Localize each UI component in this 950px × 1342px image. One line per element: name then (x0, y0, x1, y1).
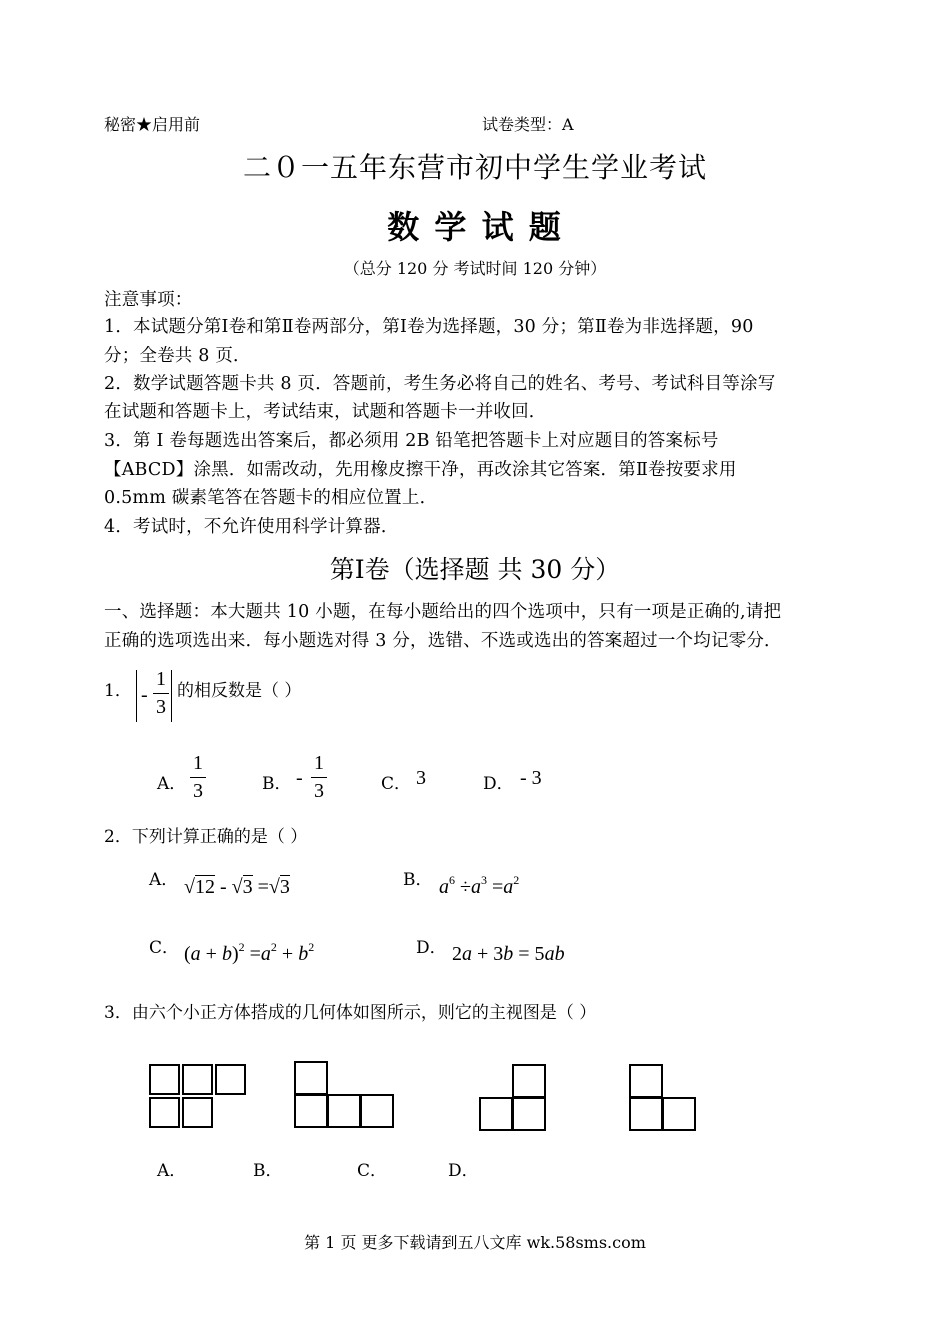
variable: b (298, 943, 309, 965)
variable: a (260, 943, 271, 965)
coefficient: 2 (452, 943, 462, 965)
exponent: 6 (449, 873, 455, 887)
cube-square (149, 1097, 180, 1128)
paper-type: 试卷类型：A (482, 115, 574, 134)
notice-line: 【ABCD】涂黑．如需改动，先用橡皮擦干净，再改涂其它答案．第Ⅱ卷按要求用 (104, 460, 737, 480)
section-intro: 正确的选项选出来．每小题选对得 3 分，选错、不选或选出的答案超过一个均记零分． (104, 631, 782, 651)
base: a (503, 876, 514, 898)
q3-label-a: A． (157, 1161, 187, 1181)
cube-square (294, 1061, 328, 1095)
secret-label: 秘密★启用前 (104, 115, 201, 134)
q1-option-c-value: 3 (416, 767, 426, 789)
q2-option-c-expression (184, 940, 315, 966)
denominator: 3 (193, 780, 203, 802)
cube-square (512, 1064, 546, 1098)
q2-option-b-expression (439, 873, 520, 899)
abs-bar-left (136, 670, 137, 722)
notice-line: 在试题和答题卡上，考试结束，试题和答题卡一并收回． (104, 402, 547, 422)
q1-option-a-label: A． (157, 774, 187, 794)
notice-line: 4．考试时，不允许使用科学计算器． (104, 517, 399, 537)
operator: = (257, 876, 269, 898)
operator: + (281, 943, 294, 965)
page-footer: 第 1 页 更多下载请到五八文库 wk.58sms.com (304, 1233, 646, 1252)
operator: = (491, 876, 504, 898)
abs-bar-right (171, 670, 172, 722)
variable: a (462, 943, 472, 965)
exponent: 2 (238, 940, 245, 954)
cube-square (327, 1094, 361, 1128)
variable: b (221, 943, 232, 965)
subject-title: 数 学 试 题 (387, 208, 563, 246)
q3-label-d: D． (448, 1161, 479, 1181)
variable: b (503, 943, 514, 965)
radicand: 3 (242, 876, 253, 898)
operator: ÷ (460, 876, 471, 898)
q1-option-c-label: C． (381, 774, 412, 794)
exam-title: 二０一五年东营市初中学生学业考试 (242, 151, 707, 184)
numerator: 1 (193, 752, 203, 774)
exponent: 3 (480, 873, 487, 887)
q1-fraction (153, 668, 169, 719)
exponent: 2 (308, 940, 315, 954)
paren: ) (231, 943, 239, 965)
cube-square (294, 1094, 328, 1128)
q1-option-b-label: B． (262, 774, 292, 794)
q2-option-d-label: D． (416, 938, 447, 958)
q1-option-a-fraction (190, 752, 206, 803)
numerator: 1 (314, 752, 324, 774)
paren: ( (184, 943, 191, 965)
cube-square (215, 1064, 246, 1095)
q3-label-c: C． (357, 1161, 388, 1181)
cube-square (360, 1094, 394, 1128)
notice-line: 3．第 Ⅰ 卷每题选出答案后，都必须用 2B 铅笔把答题卡上对应题目的答案标号 (104, 431, 719, 451)
q2-option-d-expression (452, 943, 565, 966)
q1-number: 1． (104, 681, 132, 701)
notice-line: 0.5mm 碳素笔答在答题卡的相应位置上． (104, 488, 438, 508)
q3-label-b: B． (253, 1161, 283, 1181)
cube-square (182, 1064, 213, 1095)
q1-option-b-fraction (311, 752, 327, 803)
base: a (470, 876, 481, 898)
q1-stem: 的相反数是（ ） (177, 681, 302, 701)
notice-line: 分；全卷共 8 页． (104, 346, 251, 366)
q2-option-c-label: C． (149, 938, 180, 958)
operator: + 3 (472, 943, 504, 965)
base: a (439, 876, 449, 898)
denominator: 3 (314, 780, 324, 802)
q2-option-b-label: B． (403, 870, 433, 890)
exponent: 2 (513, 873, 520, 887)
operator: + (205, 943, 217, 965)
q3-stem: 3．由六个小正方体搭成的几何体如图所示，则它的主视图是（ ） (104, 1003, 597, 1023)
cube-square (629, 1097, 663, 1131)
q1-denominator: 3 (156, 696, 166, 718)
q1-option-d-label: D． (483, 774, 514, 794)
cube-square (512, 1097, 546, 1131)
q2-option-a-label: A． (149, 870, 179, 890)
q1-option-d-value: - 3 (520, 767, 542, 789)
operator: = 5 (513, 943, 545, 965)
variable: ab (544, 943, 565, 965)
radicand: 12 (194, 876, 215, 898)
section-intro: 一、选择题：本大题共 10 小题，在每小题给出的四个选项中，只有一项是正确的,请把 (104, 602, 782, 622)
exam-info: （总分 120 分 考试时间 120 分钟） (343, 259, 607, 278)
operator: = (249, 943, 261, 965)
cube-square (629, 1064, 663, 1098)
section-title: 第Ⅰ卷（选择题 共 30 分） (329, 555, 621, 584)
notice-line: 2．数学试题答题卡共 8 页．答题前，考生务必将自己的姓名、考号、考试科目等涂写 (104, 374, 776, 394)
radicand: 3 (279, 876, 290, 898)
variable: a (190, 943, 201, 965)
cube-square (149, 1064, 180, 1095)
q1-minus: - (141, 684, 148, 706)
notice-heading: 注意事项： (104, 290, 193, 310)
q2-option-a-expression: √12 - √3 =√3 (184, 876, 290, 898)
q1-numerator: 1 (156, 668, 166, 690)
cube-square (182, 1097, 213, 1128)
notice-line: 1．本试题分第Ⅰ卷和第Ⅱ卷两部分，第Ⅰ卷为选择题，30 分；第Ⅱ卷为非选择题，90 (104, 317, 754, 337)
operator: - (219, 876, 227, 898)
exponent: 2 (270, 940, 277, 954)
q1-option-b-minus: - (296, 767, 303, 789)
cube-square (662, 1097, 696, 1131)
q2-stem: 2．下列计算正确的是（ ） (104, 827, 308, 847)
cube-square (479, 1097, 513, 1131)
